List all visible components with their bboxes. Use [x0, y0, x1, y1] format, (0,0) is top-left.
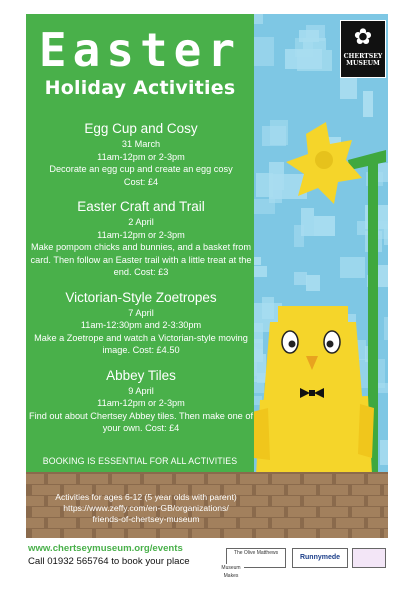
event-date: 7 April	[128, 307, 154, 318]
brick	[176, 474, 204, 484]
sponsor-logo: The Olive Matthews	[226, 548, 286, 568]
ages-info	[26, 492, 266, 525]
chick-illustration	[252, 300, 374, 490]
brick	[304, 518, 332, 528]
event-description: Make a Zoetrope and watch a Victorian-style moving image. Cost: £4.50	[34, 332, 248, 355]
brick	[144, 474, 172, 484]
logo-line2: MUSEUM	[346, 60, 380, 67]
brick	[48, 474, 76, 484]
brick	[64, 529, 92, 538]
page-title: Easter	[38, 23, 242, 77]
brick	[384, 485, 388, 495]
chertsey-museum-logo	[340, 20, 386, 78]
booking-url-line1[interactable]: https://www.zeffy.com/en-GB/organizations/	[63, 503, 229, 513]
sponsor-logo-small	[352, 548, 386, 568]
phone-booking: Call 01932 565764 to book your place	[28, 556, 190, 567]
event-item	[28, 120, 254, 188]
brick	[304, 496, 332, 506]
brick	[352, 507, 380, 517]
event-time: 11am-12:30pm and 2-3:30pm	[80, 320, 202, 330]
brick	[224, 529, 252, 538]
event-description: Decorate an egg cup and create an egg cosy	[49, 164, 233, 174]
brick	[192, 529, 220, 538]
ages-note: Activities for ages 6-12 (5 year olds with parent)	[55, 492, 237, 502]
footer	[26, 540, 388, 580]
event-date: 9 April	[128, 385, 154, 396]
sky-tile	[285, 49, 322, 69]
booking-note: BOOKING IS ESSENTIAL FOR ALL ACTIVITIES	[42, 456, 238, 466]
event-description: Make pompom chicks and bunnies, and a basket from card. Then follow an Easter trail with a little treat at the end. Cost: £3	[30, 242, 252, 277]
event-time: 11am-12pm or 2-3pm	[97, 398, 185, 408]
event-time: 11am-12pm or 2-3pm	[97, 151, 185, 162]
brick	[352, 485, 380, 495]
headline	[26, 24, 254, 100]
brick	[320, 507, 348, 517]
event-date: 31 March	[121, 139, 161, 149]
event-title: Abbey Tiles	[106, 367, 176, 383]
brick	[288, 507, 316, 517]
brick	[336, 496, 364, 506]
event-date: 2 April	[128, 217, 154, 227]
sky-tile	[251, 199, 275, 214]
event-time: 11am-12pm or 2-3pm	[97, 229, 185, 240]
brick	[240, 474, 268, 484]
brick	[288, 529, 316, 538]
brick	[96, 529, 124, 538]
brick	[368, 474, 388, 484]
brick	[336, 518, 364, 528]
brick	[384, 529, 388, 538]
sky-tile	[340, 75, 358, 100]
brick	[26, 474, 44, 484]
brick	[304, 474, 332, 484]
brick	[272, 474, 300, 484]
event-item	[28, 289, 254, 357]
brick	[32, 529, 60, 538]
easter-poster	[26, 14, 388, 538]
event-description: Find out about Chertsey Abbey tiles. Then make one of your own. Cost: £4	[28, 410, 254, 433]
brick	[80, 474, 108, 484]
event-list	[28, 120, 254, 445]
brick	[128, 529, 156, 538]
page-subtitle: Holiday Activities	[44, 77, 236, 99]
event-item	[28, 367, 254, 435]
brick	[256, 529, 284, 538]
sponsor-logo: Runnymede	[292, 548, 348, 568]
event-item	[28, 198, 254, 279]
brick	[352, 529, 380, 538]
sky-tile	[262, 126, 287, 147]
booking-url-line2[interactable]: friends-of-chertsey-museum	[92, 514, 200, 524]
brick	[368, 518, 388, 528]
event-cost: Cost: £4	[123, 176, 159, 187]
brick	[320, 485, 348, 495]
sponsor-logo: Museum Makes	[218, 564, 244, 574]
booking-url[interactable]	[26, 503, 266, 525]
logo-line1: CHERTSEY	[343, 53, 383, 60]
brick	[320, 529, 348, 538]
sky-tile	[303, 38, 326, 49]
brick	[272, 496, 300, 506]
brick	[160, 529, 188, 538]
event-title: Egg Cup and Cosy	[84, 121, 198, 136]
brick	[368, 496, 388, 506]
museum-crest-icon: ✿	[353, 24, 373, 49]
brick	[288, 485, 316, 495]
brick	[272, 518, 300, 528]
event-title: Easter Craft and Trail	[77, 199, 205, 214]
website-link[interactable]: www.chertseymuseum.org/events	[28, 543, 183, 554]
brick	[208, 474, 236, 484]
brick	[336, 474, 364, 484]
brick	[384, 507, 388, 517]
event-title: Victorian-Style Zoetropes	[65, 289, 217, 305]
brick	[112, 474, 140, 484]
